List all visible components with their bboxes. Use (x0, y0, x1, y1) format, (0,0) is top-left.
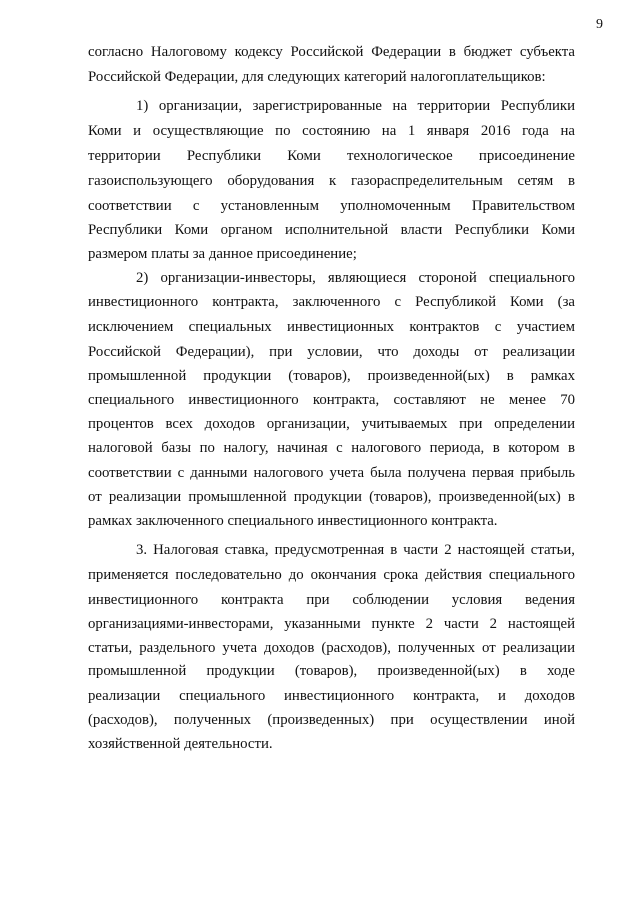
text-line: согласно Налоговому кодексу Российской Федерации в бюджет субъекта (88, 44, 575, 60)
text-line: соответствии с установленным уполномоченным Правительством (88, 198, 575, 214)
text-line: Российской Федерации), при условии, что доходы от реализации (88, 344, 575, 360)
text-line: инвестиционного контракта при соблюдении условия ведения (88, 592, 575, 608)
text-line: Коми и осуществляющие по состоянию на 1 января 2016 года на (88, 123, 575, 139)
text-line: промышленной продукции (товаров), произведенной(ых) в рамках (88, 368, 575, 384)
text-line: промышленной продукции (товаров), произведенной(ых) в ходе (88, 663, 575, 679)
text-line: Республики Коми органом исполнительной власти Республики Коми (88, 222, 575, 238)
text-line: организациями-инвесторами, указанными пункте 2 части 2 настоящей (88, 616, 575, 632)
text-line: 1) организации, зарегистрированные на территории Республики (136, 98, 575, 114)
text-line: исключением специальных инвестиционных контрактов с участием (88, 319, 575, 335)
text-line: от реализации промышленной продукции (товаров), произведенной(ых) в (88, 489, 575, 505)
text-line: статьи, раздельного учета доходов (расходов), полученных от реализации (88, 640, 575, 656)
text-line: 3. Налоговая ставка, предусмотренная в части 2 настоящей статьи, (136, 542, 575, 558)
text-line: соответствии с данными налогового учета была получена первая прибыль (88, 465, 575, 481)
text-line: газоиспользующего оборудования к газораспределительным сетям в (88, 173, 575, 189)
text-line: процентов всех доходов организации, учитываемых при определении (88, 416, 575, 432)
text-line: реализации специального инвестиционного контракта, и доходов (88, 688, 575, 704)
text-line: рамках заключенного специального инвестиционного контракта. (88, 513, 498, 529)
text-line: 2) организации-инвесторы, являющиеся стороной специального (136, 270, 575, 286)
text-line: применяется последовательно до окончания срока действия специального (88, 567, 575, 583)
text-line: специального инвестиционного контракта, составляют не менее 70 (88, 392, 575, 408)
page-number: 9 (596, 17, 603, 32)
text-line: Российской Федерации, для следующих категорий налогоплательщиков: (88, 69, 546, 85)
text-line: территории Республики Коми технологическое присоединение (88, 148, 575, 164)
text-line: размером платы за данное присоединение; (88, 246, 357, 262)
text-line: (расходов), полученных (произведенных) при осуществлении иной (88, 712, 575, 728)
text-line: инвестиционного контракта, заключенного с Республикой Коми (за (88, 294, 575, 310)
text-line: хозяйственной деятельности. (88, 736, 273, 752)
text-line: налоговой базы по налогу, начиная с налогового периода, в котором в (88, 440, 575, 456)
